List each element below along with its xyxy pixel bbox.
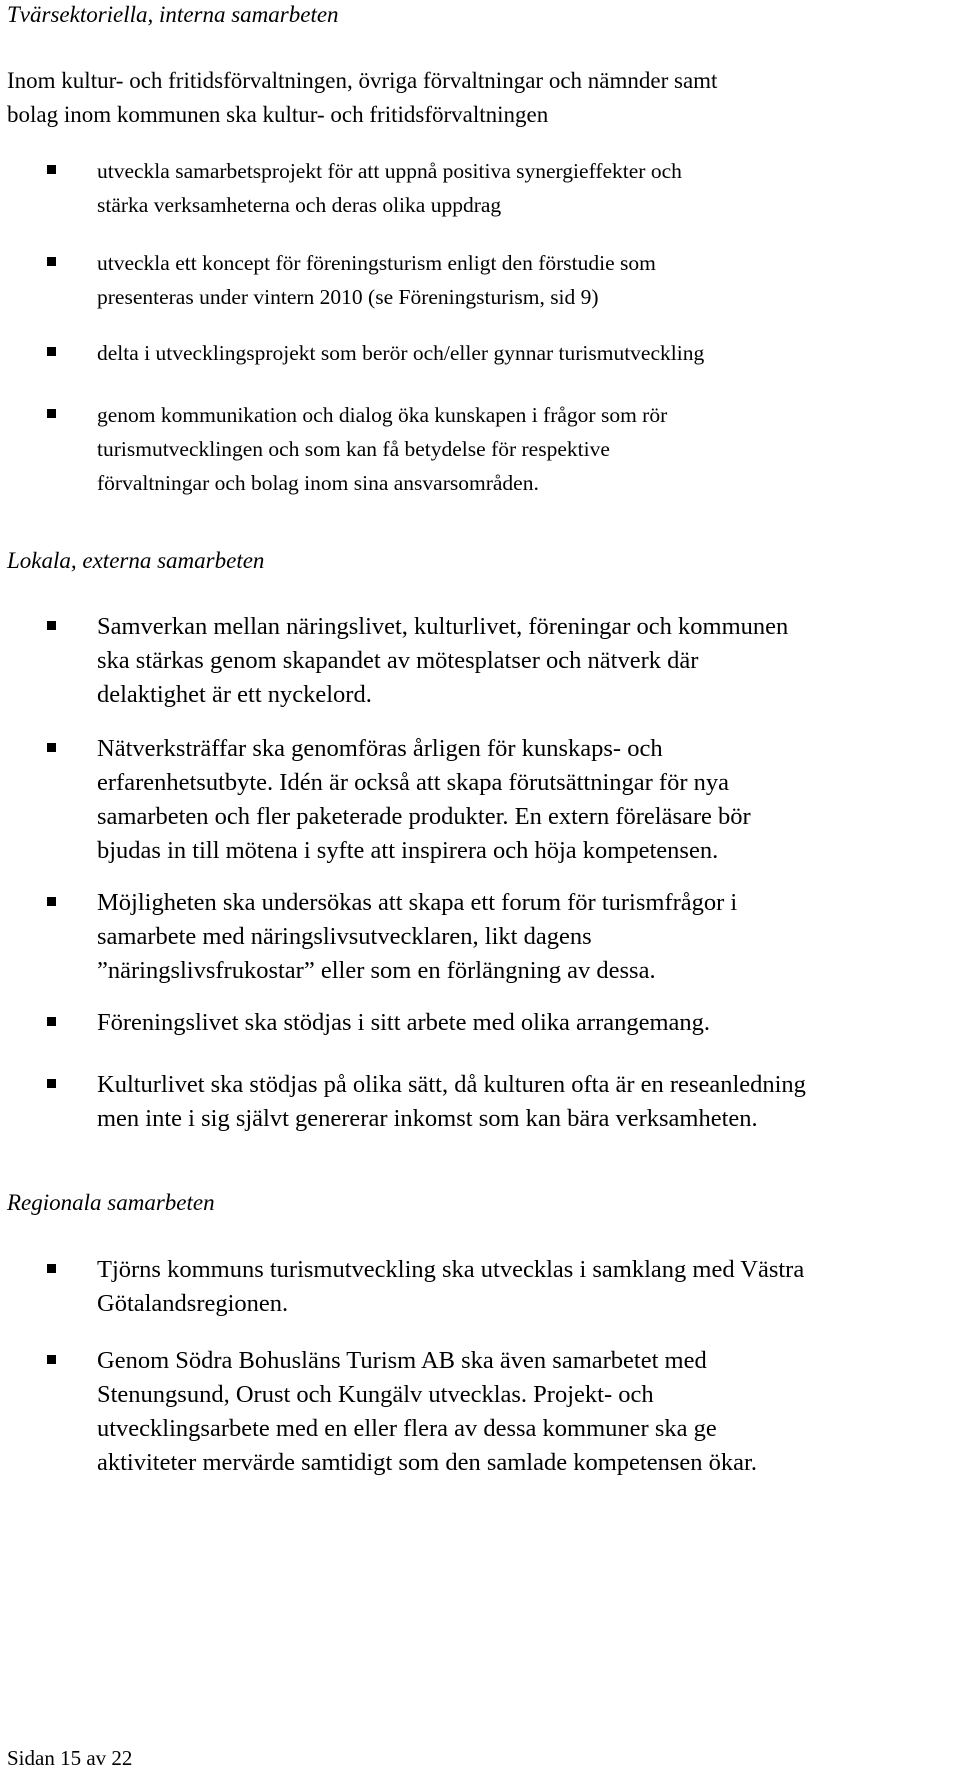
list-item-line: Samverkan mellan näringslivet, kulturlivet, föreningar och kommunen [97,613,789,640]
section-heading-internal: Tvärsektoriella, interna samarbeten [7,2,339,27]
list-item-line: turismutvecklingen och som kan få betydelse för respektive [97,437,610,461]
list-item-line: Möjligheten ska undersökas att skapa ett forum för turismfrågor i [97,889,738,916]
list-item-line: presenteras under vintern 2010 (se Föreningsturism, sid 9) [97,285,599,309]
list-item-line: erfarenhetsutbyte. Idén är också att skapa förutsättningar för nya [97,769,729,796]
square-bullet-icon [47,257,56,266]
list-item-line: ska stärkas genom skapandet av mötesplatser och nätverk där [97,647,699,674]
list-item-line: samarbete med näringslivsutvecklaren, likt dagens [97,923,592,950]
square-bullet-icon [47,743,56,752]
list-item-line: delta i utvecklingsprojekt som berör och/eller gynnar turismutveckling [97,341,705,365]
list-item-line: Götalandsregionen. [97,1290,289,1317]
square-bullet-icon [47,1355,56,1364]
list-item-line: men inte i sig självt genererar inkomst som kan bära verksamheten. [97,1105,758,1132]
list-item-line: bjudas in till mötena i syfte att inspirera och höja kompetensen. [97,837,719,864]
list-item-line: utveckla ett koncept för föreningsturism enligt den förstudie som [97,251,656,275]
square-bullet-icon [47,1079,56,1088]
list-item-line: utveckla samarbetsprojekt för att uppnå positiva synergieffekter och [97,159,682,183]
list-item-line: Föreningslivet ska stödjas i sitt arbete med olika arrangemang. [97,1009,711,1036]
list-item-line: delaktighet är ett nyckelord. [97,681,372,708]
list-item-line: Tjörns kommuns turismutveckling ska utvecklas i samklang med Västra [97,1256,805,1283]
page-number: Sidan 15 av 22 [7,1746,133,1770]
square-bullet-icon [47,897,56,906]
square-bullet-icon [47,621,56,630]
square-bullet-icon [47,409,56,418]
square-bullet-icon [47,1017,56,1026]
list-item-line: samarbeten och fler paketerade produkter. En extern föreläsare bör [97,803,751,830]
square-bullet-icon [47,165,56,174]
list-item-line: Stenungsund, Orust och Kungälv utvecklas. Projekt- och [97,1381,654,1408]
square-bullet-icon [47,1264,56,1273]
list-item-line: genom kommunikation och dialog öka kunskapen i frågor som rör [97,403,668,427]
intro-line: Inom kultur- och fritidsförvaltningen, övriga förvaltningar och nämnder samt [7,68,718,93]
square-bullet-icon [47,347,56,356]
list-item-line: Nätverksträffar ska genomföras årligen för kunskaps- och [97,735,663,762]
list-item-line: förvaltningar och bolag inom sina ansvarsområden. [97,471,539,495]
list-item-line: ”näringslivsfrukostar” eller som en förlängning av dessa. [97,957,656,984]
intro-line: bolag inom kommunen ska kultur- och fritidsförvaltningen [7,102,549,127]
section-intro [7,64,947,132]
section-heading-local: Lokala, externa samarbeten [7,548,265,573]
list-item-line: aktiviteter mervärde samtidigt som den samlade kompetensen ökar. [97,1449,757,1476]
list-item-line: Kulturlivet ska stödjas på olika sätt, då kulturen ofta är en reseanledning [97,1071,806,1098]
list-item-line: stärka verksamheterna och deras olika uppdrag [97,193,502,217]
section-heading-regional: Regionala samarbeten [7,1190,215,1215]
list-item-line: utvecklingsarbete med en eller flera av dessa kommuner ska ge [97,1415,717,1442]
list-item-line: Genom Södra Bohusläns Turism AB ska även samarbetet med [97,1347,707,1374]
